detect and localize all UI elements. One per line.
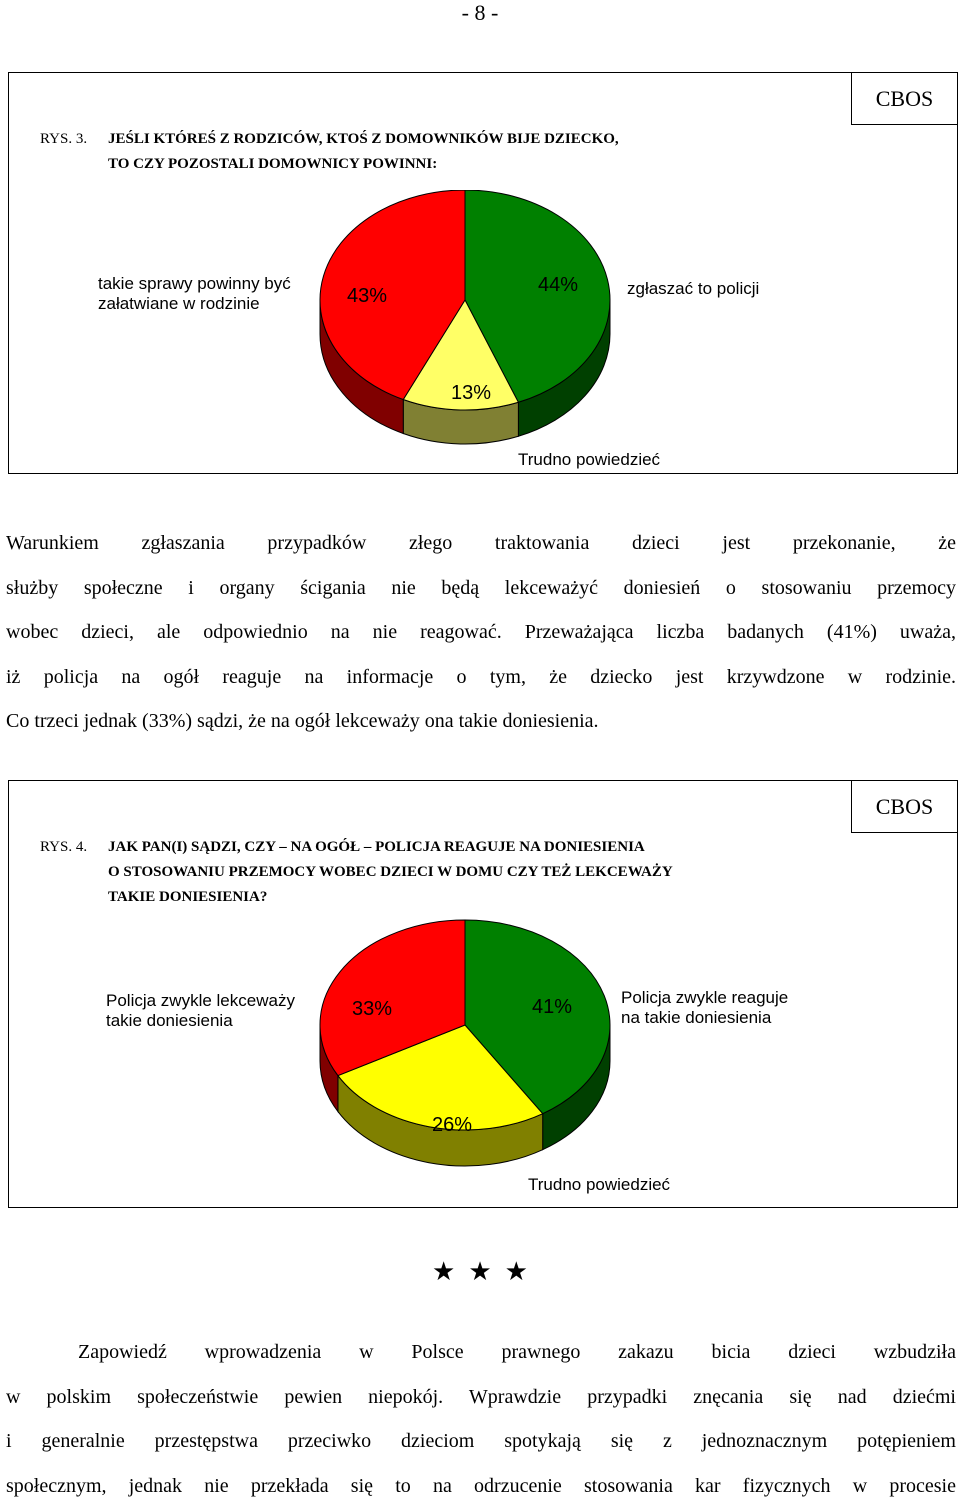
page-number: - 8 - — [0, 0, 960, 26]
figure2-title — [108, 835, 673, 910]
figure2-pie-chart — [300, 905, 640, 1205]
paragraph-line: iż policja na ogół reaguje na informacje o tym, że dziecko jest krzywdzone w rodzinie. — [6, 655, 956, 700]
figure2-legend-bottom: Trudno powiedzieć — [528, 1175, 670, 1195]
figure1-legend-bottom: Trudno powiedzieć — [518, 450, 660, 470]
paragraph-line: Warunkiem zgłaszania przypadków złego traktowania dzieci jest przekonanie, że — [6, 521, 956, 566]
figure2-legend-right — [621, 988, 788, 1028]
figure1-legend-right: zgłaszać to policji — [627, 279, 759, 299]
figure1-legend-left — [98, 274, 291, 314]
paragraph-line: służby społeczne i organy ścigania nie będą lekceważyć doniesień o stosowaniu przemocy — [6, 566, 956, 611]
paragraph-line: wobec dzieci, ale odpowiednio na nie reagować. Przeważająca liczba badanych (41%) uważa, — [6, 610, 956, 655]
legend-label: załatwiane w rodzinie — [98, 294, 291, 314]
figure2-value-label-red: 33% — [352, 998, 392, 1021]
figure1-value-label-yellow: 13% — [451, 382, 491, 405]
figure1-title-line: JEŚLI KTÓREŚ Z RODZICÓW, KTOŚ Z DOMOWNIKÓW BIJE DZIECKO, — [108, 127, 619, 152]
paragraph-1 — [6, 521, 956, 744]
paragraph-line: Co trzeci jednak (33%) sądzi, że na ogół lekceważy ona takie doniesienia. — [6, 699, 956, 744]
figure2-value-label-yellow: 26% — [432, 1114, 472, 1137]
figure1-source-cbos: CBOS — [851, 72, 958, 125]
figure1-label: RYS. 3. — [40, 131, 87, 148]
legend-label: takie doniesienia — [106, 1011, 295, 1031]
figure2-value-label-green: 41% — [532, 996, 572, 1019]
legend-label: Policja zwykle reaguje — [621, 988, 788, 1008]
figure1-value-label-green: 44% — [538, 274, 578, 297]
figure2-title-line: O STOSOWANIU PRZEMOCY WOBEC DZIECI W DOMU CZY TEŻ LEKCEWAŻY — [108, 860, 673, 885]
figure1-pie-chart — [300, 190, 640, 460]
paragraph-line: w polskim społeczeństwie pewien niepokój. Wprawdzie przypadki znęcania się nad dziećmi — [6, 1375, 956, 1420]
figure2-label: RYS. 4. — [40, 839, 87, 856]
section-separator-stars: ★ ★ ★ — [0, 1257, 960, 1287]
figure2-legend-left — [106, 991, 295, 1031]
pie-tops — [320, 920, 610, 1130]
figure1-title-line: TO CZY POZOSTALI DOMOWNICY POWINNI: — [108, 152, 619, 177]
figure2-source-cbos: CBOS — [851, 780, 958, 833]
legend-label: takie sprawy powinny być — [98, 274, 291, 294]
figure1-value-label-red: 43% — [347, 285, 387, 308]
paragraph-line: Zapowiedź wprowadzenia w Polsce prawnego zakazu bicia dzieci wzbudziła — [6, 1330, 956, 1375]
paragraph-2 — [6, 1330, 956, 1508]
legend-label: Policja zwykle lekceważy — [106, 991, 295, 1011]
figure1-title — [108, 127, 619, 177]
figure2-title-line: TAKIE DONIESIENIA? — [108, 885, 673, 910]
paragraph-line: społecznym, jednak nie przekłada się to na odrzucenie stosowania kar fizycznych w procesie — [6, 1464, 956, 1508]
legend-label: na takie doniesienia — [621, 1008, 788, 1028]
paragraph-line: i generalnie przestępstwa przeciwko dzieciom spotykają się z jednoznacznym potępieniem — [6, 1419, 956, 1464]
figure2-title-line: JAK PAN(I) SĄDZI, CZY – NA OGÓŁ – POLICJA REAGUJE NA DONIESIENIA — [108, 835, 673, 860]
pie1-group — [320, 190, 610, 444]
